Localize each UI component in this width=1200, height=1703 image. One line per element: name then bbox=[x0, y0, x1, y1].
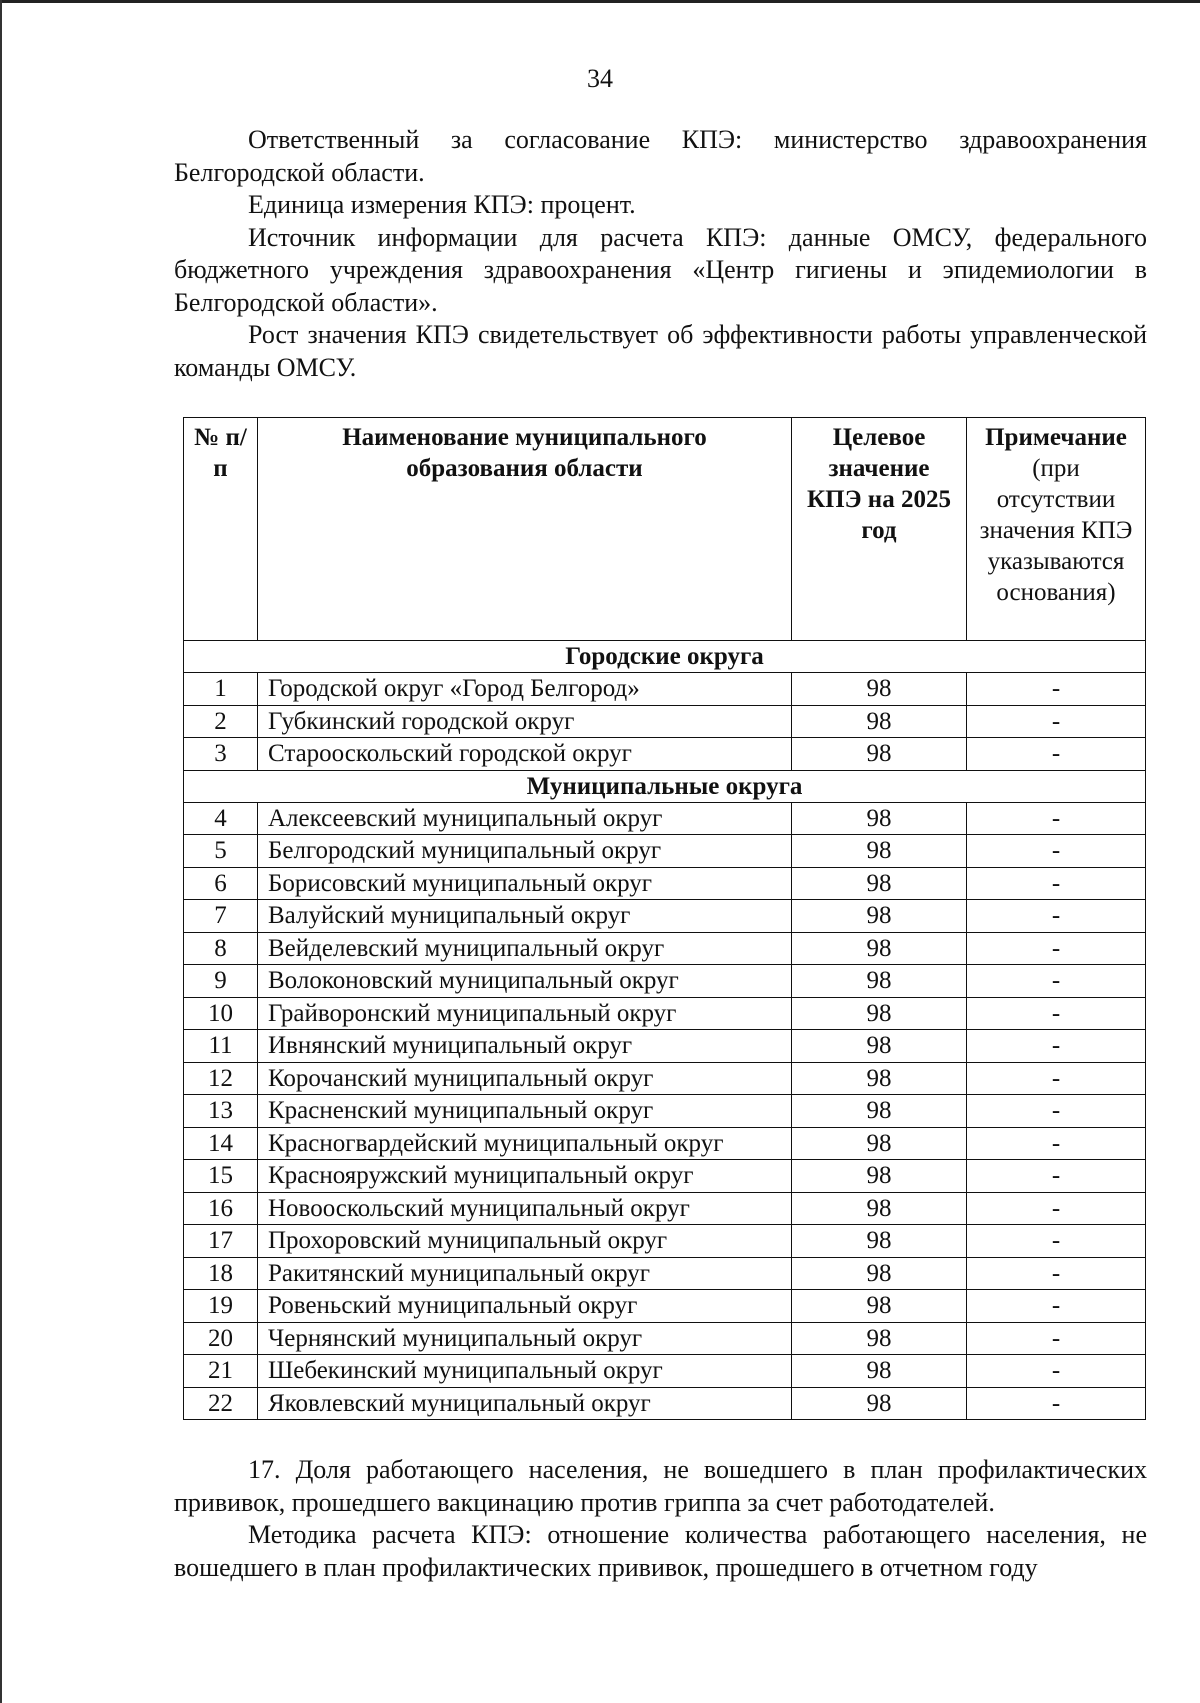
cell-num: 22 bbox=[184, 1387, 258, 1420]
cell-note: - bbox=[967, 1257, 1146, 1290]
cell-name: Новооскольский муниципальный округ bbox=[258, 1192, 792, 1225]
outro-text bbox=[174, 1454, 1147, 1584]
cell-value: 98 bbox=[792, 1030, 967, 1063]
growth-paragraph: Рост значения КПЭ свидетельствует об эффективности работы управленческой команды ОМСУ. bbox=[174, 320, 1147, 382]
cell-num: 16 bbox=[184, 1192, 258, 1225]
cell-value: 98 bbox=[792, 932, 967, 965]
header-note-title: Примечание bbox=[985, 424, 1127, 451]
cell-num: 14 bbox=[184, 1127, 258, 1160]
cell-note: - bbox=[967, 900, 1146, 933]
cell-note: - bbox=[967, 802, 1146, 835]
cell-name: Волоконовский муниципальный округ bbox=[258, 965, 792, 998]
header-note-detail: (при отсутствии значения КПЭ указываются основания) bbox=[979, 455, 1133, 606]
table-row bbox=[184, 997, 1146, 1030]
cell-note: - bbox=[967, 1030, 1146, 1063]
cell-value: 98 bbox=[792, 1160, 967, 1193]
cell-note: - bbox=[967, 1290, 1146, 1323]
source-paragraph: Источник информации для расчета КПЭ: данные ОМСУ, федерального бюджетного учреждения здравоохранения «Центр гигиены и эпидемиологии в Белгородской области». bbox=[174, 222, 1147, 317]
table-row bbox=[184, 900, 1146, 933]
table-row bbox=[184, 1127, 1146, 1160]
unit-paragraph: Единица измерения КПЭ: процент. bbox=[248, 190, 636, 219]
cell-note: - bbox=[967, 1095, 1146, 1128]
cell-name: Шебекинский муниципальный округ bbox=[258, 1355, 792, 1388]
cell-num: 19 bbox=[184, 1290, 258, 1323]
cell-value: 98 bbox=[792, 1095, 967, 1128]
table-header-row bbox=[184, 418, 1146, 641]
cell-note: - bbox=[967, 997, 1146, 1030]
cell-num: 20 bbox=[184, 1322, 258, 1355]
table-row bbox=[184, 1095, 1146, 1128]
cell-note: - bbox=[967, 965, 1146, 998]
cell-num: 4 bbox=[184, 802, 258, 835]
cell-value: 98 bbox=[792, 1387, 967, 1420]
table-row bbox=[184, 705, 1146, 738]
cell-num: 11 bbox=[184, 1030, 258, 1063]
cell-num: 10 bbox=[184, 997, 258, 1030]
cell-note: - bbox=[967, 1387, 1146, 1420]
cell-num: 13 bbox=[184, 1095, 258, 1128]
cell-value: 98 bbox=[792, 1290, 967, 1323]
cell-num: 8 bbox=[184, 932, 258, 965]
header-name: Наименование муниципального образования области bbox=[258, 418, 792, 641]
cell-value: 98 bbox=[792, 900, 967, 933]
cell-note: - bbox=[967, 1225, 1146, 1258]
header-value: Целевое значение КПЭ на 2025 год bbox=[792, 418, 967, 641]
responsible-paragraph: Ответственный за согласование КПЭ: министерство здравоохранения Белгородской области. bbox=[174, 125, 1147, 187]
cell-note: - bbox=[967, 867, 1146, 900]
item-17-paragraph: 17. Доля работающего населения, не вошедшего в план профилактических прививок, прошедшего вакцинацию против гриппа за счет работодателей. bbox=[174, 1455, 1147, 1517]
cell-note: - bbox=[967, 1192, 1146, 1225]
cell-value: 98 bbox=[792, 1322, 967, 1355]
table-row bbox=[184, 1062, 1146, 1095]
cell-value: 98 bbox=[792, 835, 967, 868]
table-row bbox=[184, 965, 1146, 998]
table-row bbox=[184, 835, 1146, 868]
table-row bbox=[184, 1322, 1146, 1355]
cell-note: - bbox=[967, 1355, 1146, 1388]
cell-value: 98 bbox=[792, 802, 967, 835]
table-row bbox=[184, 1030, 1146, 1063]
cell-name: Вейделевский муниципальный округ bbox=[258, 932, 792, 965]
cell-note: - bbox=[967, 1127, 1146, 1160]
cell-value: 98 bbox=[792, 1192, 967, 1225]
page-number: 34 bbox=[587, 64, 613, 93]
cell-num: 2 bbox=[184, 705, 258, 738]
cell-name: Ровеньский муниципальный округ bbox=[258, 1290, 792, 1323]
cell-name: Прохоровский муниципальный округ bbox=[258, 1225, 792, 1258]
cell-num: 5 bbox=[184, 835, 258, 868]
section-row bbox=[184, 770, 1146, 802]
intro-text bbox=[174, 124, 1147, 384]
section-title: Городские округа bbox=[184, 641, 1146, 673]
cell-num: 21 bbox=[184, 1355, 258, 1388]
cell-value: 98 bbox=[792, 1062, 967, 1095]
table-row bbox=[184, 673, 1146, 706]
cell-name: Грайворонский муниципальный округ bbox=[258, 997, 792, 1030]
cell-value: 98 bbox=[792, 738, 967, 771]
cell-value: 98 bbox=[792, 965, 967, 998]
cell-name: Городской округ «Город Белгород» bbox=[258, 673, 792, 706]
cell-num: 9 bbox=[184, 965, 258, 998]
cell-num: 18 bbox=[184, 1257, 258, 1290]
cell-value: 98 bbox=[792, 705, 967, 738]
table-row bbox=[184, 802, 1146, 835]
cell-name: Красненский муниципальный округ bbox=[258, 1095, 792, 1128]
section-title: Муниципальные округа bbox=[184, 770, 1146, 802]
table-row bbox=[184, 1290, 1146, 1323]
cell-name: Белгородский муниципальный округ bbox=[258, 835, 792, 868]
table-row bbox=[184, 1192, 1146, 1225]
cell-value: 98 bbox=[792, 1225, 967, 1258]
table-row bbox=[184, 1160, 1146, 1193]
cell-num: 17 bbox=[184, 1225, 258, 1258]
header-num: № п/п bbox=[184, 418, 258, 641]
cell-note: - bbox=[967, 1322, 1146, 1355]
cell-name: Красногвардейский муниципальный округ bbox=[258, 1127, 792, 1160]
cell-note: - bbox=[967, 738, 1146, 771]
cell-note: - bbox=[967, 835, 1146, 868]
cell-note: - bbox=[967, 705, 1146, 738]
kpe-table bbox=[183, 417, 1146, 1420]
cell-num: 1 bbox=[184, 673, 258, 706]
cell-name: Ракитянский муниципальный округ bbox=[258, 1257, 792, 1290]
table-row bbox=[184, 867, 1146, 900]
cell-name: Чернянский муниципальный округ bbox=[258, 1322, 792, 1355]
scan-edge-left bbox=[0, 0, 2, 1703]
table-row bbox=[184, 1355, 1146, 1388]
cell-value: 98 bbox=[792, 997, 967, 1030]
table-row bbox=[184, 932, 1146, 965]
table-row bbox=[184, 738, 1146, 771]
cell-name: Валуйский муниципальный округ bbox=[258, 900, 792, 933]
cell-name: Старооскольский городской округ bbox=[258, 738, 792, 771]
scan-edge-top bbox=[0, 0, 1200, 3]
cell-num: 12 bbox=[184, 1062, 258, 1095]
cell-note: - bbox=[967, 932, 1146, 965]
cell-value: 98 bbox=[792, 1127, 967, 1160]
cell-note: - bbox=[967, 1160, 1146, 1193]
table-row bbox=[184, 1225, 1146, 1258]
cell-name: Корочанский муниципальный округ bbox=[258, 1062, 792, 1095]
cell-name: Алексеевский муниципальный округ bbox=[258, 802, 792, 835]
cell-value: 98 bbox=[792, 1257, 967, 1290]
cell-name: Краснояружский муниципальный округ bbox=[258, 1160, 792, 1193]
cell-num: 7 bbox=[184, 900, 258, 933]
cell-value: 98 bbox=[792, 867, 967, 900]
cell-name: Губкинский городской округ bbox=[258, 705, 792, 738]
cell-name: Борисовский муниципальный округ bbox=[258, 867, 792, 900]
cell-num: 15 bbox=[184, 1160, 258, 1193]
table-row bbox=[184, 1387, 1146, 1420]
cell-name: Яковлевский муниципальный округ bbox=[258, 1387, 792, 1420]
header-note bbox=[967, 418, 1146, 641]
cell-name: Ивнянский муниципальный округ bbox=[258, 1030, 792, 1063]
cell-note: - bbox=[967, 1062, 1146, 1095]
cell-value: 98 bbox=[792, 1355, 967, 1388]
cell-value: 98 bbox=[792, 673, 967, 706]
method-paragraph: Методика расчета КПЭ: отношение количества работающего населения, не вошедшего в план профилактических прививок, прошедшего в отчетном году bbox=[174, 1520, 1147, 1582]
table-row bbox=[184, 1257, 1146, 1290]
cell-note: - bbox=[967, 673, 1146, 706]
cell-num: 3 bbox=[184, 738, 258, 771]
cell-num: 6 bbox=[184, 867, 258, 900]
section-row bbox=[184, 641, 1146, 673]
